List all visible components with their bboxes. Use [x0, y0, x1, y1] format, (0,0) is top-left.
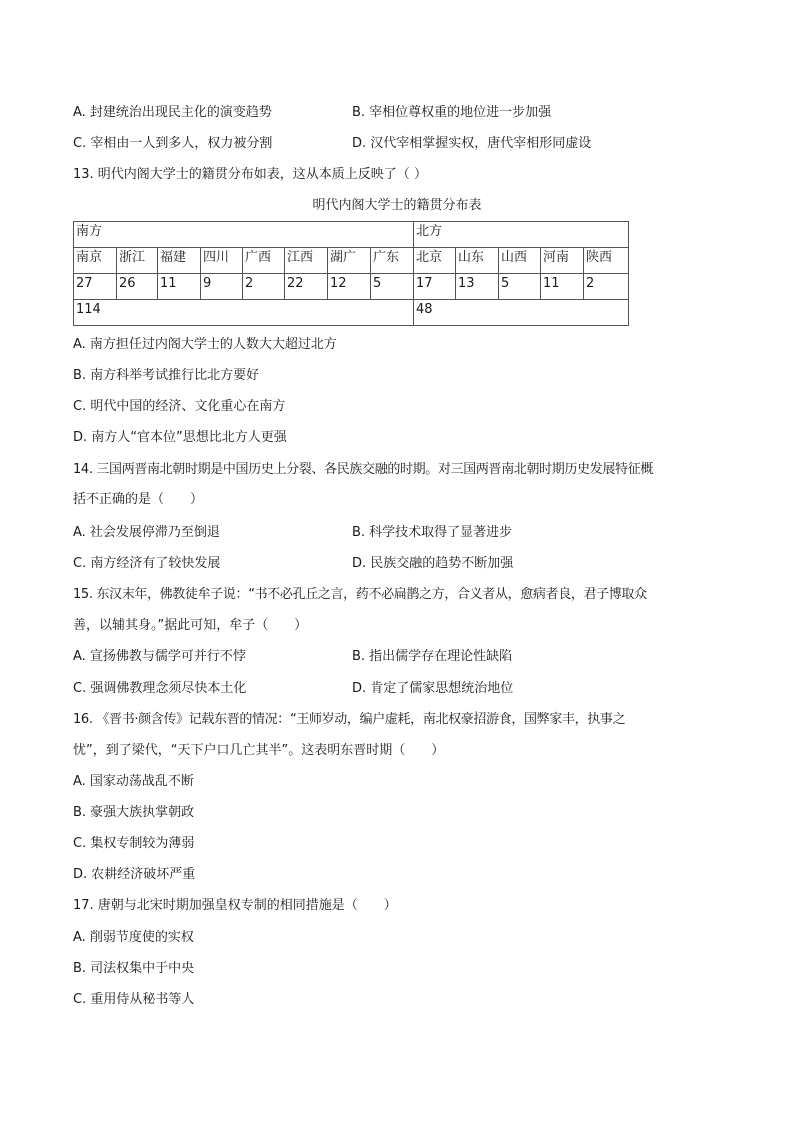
q15-stem-line1: 15. 东汉末年，佛教徒牟子说：“书不必孔丘之言，药不必扁鹊之方，合义者从，愈病者良，君子博取众	[73, 587, 647, 602]
q12-option-d: D. 汉代宰相掌握实权，唐代宰相形同虚设	[352, 136, 592, 151]
north-total: 48	[414, 300, 629, 326]
q14-stem-line1: 14. 三国两晋南北朝时期是中国历史上分裂、各民族交融的时期。对三国两晋南北朝时期历史发展特征概	[73, 462, 654, 477]
north-region-label: 北方	[414, 222, 629, 248]
province-row	[74, 248, 629, 274]
province-cell: 北京	[414, 248, 456, 274]
q12-option-b: B. 宰相位尊权重的地位进一步加强	[352, 105, 552, 120]
q14-option-a: A. 社会发展停滞乃至倒退	[73, 525, 220, 540]
q15-stem-line2: 善，以辅其身。”据此可知，牟子（ ）	[73, 618, 308, 633]
q16-option-d: D. 农耕经济破坏严重	[73, 867, 196, 882]
q12-option-a: A. 封建统治出现民主化的演变趋势	[73, 105, 272, 120]
south-total: 114	[74, 300, 414, 326]
count-cell: 11	[158, 274, 201, 300]
province-cell: 陕西	[584, 248, 629, 274]
q13-option-b: B. 南方科举考试推行比北方要好	[73, 368, 260, 383]
q13-table	[73, 221, 629, 326]
region-row	[74, 222, 629, 248]
q14-stem-line2: 括不正确的是（ ）	[73, 492, 204, 507]
q17-option-c: C. 重用侍从秘书等人	[73, 992, 195, 1007]
province-cell: 江西	[285, 248, 328, 274]
q17-stem: 17. 唐朝与北宋时期加强皇权专制的相同措施是（ ）	[73, 898, 397, 913]
q13-option-a: A. 南方担任过内阁大学士的人数大大超过北方	[73, 337, 337, 352]
province-cell: 四川	[201, 248, 243, 274]
q14-option-c: C. 南方经济有了较快发展	[73, 556, 221, 571]
q13-stem: 13. 明代内阁大学士的籍贯分布如表，这从本质上反映了（ ）	[73, 167, 427, 182]
count-cell: 5	[499, 274, 541, 300]
q14-option-d: D. 民族交融的趋势不断加强	[352, 556, 514, 571]
province-cell: 湖广	[328, 248, 371, 274]
count-row	[74, 274, 629, 300]
province-cell: 广西	[243, 248, 285, 274]
q15-option-d: D. 肯定了儒家思想统治地位	[352, 681, 514, 696]
q17-option-b: B. 司法权集中于中央	[73, 961, 195, 976]
count-cell: 27	[74, 274, 117, 300]
count-cell: 2	[584, 274, 629, 300]
q12-option-c: C. 宰相由一人到多人，权力被分割	[73, 136, 273, 151]
q13-option-d: D. 南方人“官本位”思想比北方人更强	[73, 430, 287, 445]
q16-option-a: A. 国家动荡战乱不断	[73, 774, 194, 789]
q16-stem-line2: 忧”，到了梁代，“天下户口几亡其半”。这表明东晋时期（ ）	[73, 743, 445, 758]
province-cell: 福建	[158, 248, 201, 274]
province-cell: 南京	[74, 248, 117, 274]
q14-option-b: B. 科学技术取得了显著进步	[352, 525, 513, 540]
province-cell: 河南	[541, 248, 584, 274]
province-cell: 山东	[456, 248, 499, 274]
count-cell: 22	[285, 274, 328, 300]
q13-option-c: C. 明代中国的经济、文化重心在南方	[73, 399, 286, 414]
province-cell: 浙江	[117, 248, 158, 274]
q17-option-a: A. 削弱节度使的实权	[73, 930, 194, 945]
count-cell: 17	[414, 274, 456, 300]
q13-table-title: 明代内阁大学士的籍贯分布表	[312, 198, 482, 213]
count-cell: 12	[328, 274, 371, 300]
count-cell: 13	[456, 274, 499, 300]
total-row	[74, 300, 629, 326]
south-region-label: 南方	[74, 222, 414, 248]
q15-option-c: C. 强调佛教理念须尽快本土化	[73, 681, 247, 696]
count-cell: 11	[541, 274, 584, 300]
q16-stem-line1: 16. 《晋书·颜含传》记载东晋的情况：“王师岁动，编户虚耗，南北权豪招游食，国弊家丰，执事之	[73, 712, 626, 727]
province-cell: 广东	[371, 248, 414, 274]
q16-option-c: C. 集权专制较为薄弱	[73, 836, 195, 851]
count-cell: 2	[243, 274, 285, 300]
q15-option-b: B. 指出儒学存在理论性缺陷	[352, 649, 513, 664]
q16-option-b: B. 豪强大族执掌朝政	[73, 805, 195, 820]
province-cell: 山西	[499, 248, 541, 274]
count-cell: 9	[201, 274, 243, 300]
count-cell: 26	[117, 274, 158, 300]
q15-option-a: A. 宣扬佛教与儒学可并行不悖	[73, 649, 246, 664]
count-cell: 5	[371, 274, 414, 300]
